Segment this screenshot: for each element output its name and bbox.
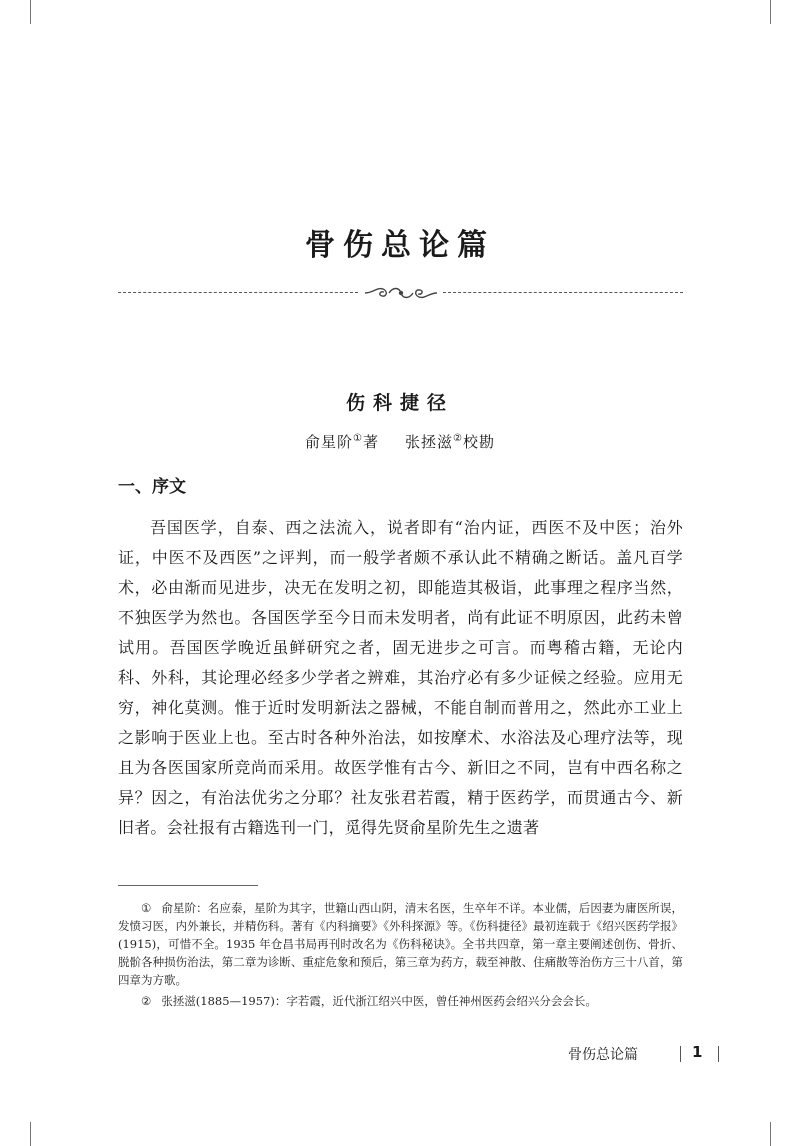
footnote-1	[118, 899, 683, 989]
running-footer	[560, 1044, 730, 1064]
running-title: 骨伤总论篇	[568, 1047, 638, 1063]
crop-mark-top-left	[30, 0, 31, 24]
footer-divider-right	[718, 1046, 719, 1062]
body-paragraph: 吾国医学，自泰、西之法流入，说者即有“治内证，西医不及中医；治外证，中医不及西医”之评判，而一般学者颇不承认此不精确之断话。盖凡百学术，必由渐而见进步，决无在发明之初，即能造其极诣，此事理之程序当然，不独医学为然也。各国医学至今日而未发明者，尚有此证不明原因，此药未曾试用。吾国医学晚近虽鲜研究之者，固无进步之可言。而粤稽古籍，无论内科、外科，其论理必经多少学者之辨难，其治疗必有多少证候之经验。应用无穷，神化莫测。惟于近时发明新法之器械，不能自制而普用之，然此亦工业上之影响于医业上也。至古时各种外治法，如按摩术、水浴法及心理疗法等，现且为各医国家所竞尚而采用。故医学惟有古今、新旧之不同，岂有中西名称之异？因之，有治法优劣之分耶？社友张君若霞，精于医药学，而贯通古今、新旧者。会社报有古籍选刊一门，觅得先贤俞星阶先生之遗著	[118, 518, 683, 837]
footer-divider-left	[680, 1046, 681, 1062]
divider-dashes-right	[443, 292, 683, 293]
ornamental-divider	[118, 283, 683, 303]
crop-mark-bottom-left	[30, 1122, 31, 1146]
author-footnote-mark[interactable]: ①	[353, 433, 363, 444]
crop-mark-top-right	[770, 0, 771, 24]
article-title: 伤科捷径	[345, 392, 454, 414]
author-name: 俞星阶	[305, 433, 354, 451]
divider-dashes-left	[118, 292, 358, 293]
footnote-text: 张拯滋(1885—1957)：字若霞，近代浙江绍兴中医，曾任神州医药会绍兴分会会长。	[161, 994, 597, 1008]
editor-name: 张拯滋	[405, 433, 454, 451]
crop-mark-bottom-right	[770, 1122, 771, 1146]
footnote-text: 俞星阶：名应泰，星阶为其字，世籍山西山阴，清末名医，生卒年不详。本业儒，后因妻为庸医所误，发愤习医，内外兼长，并精伤科。著有《内科摘要》《外科探源》等。《伤科捷径》最初连载于《绍兴医药学报》(1915)，可惜不全。1935 年仓昌书局再刊时改名为《伤科秘诀》。全书共四章，第一章主要阐述创伤、骨折、脱骱各种损伤治法，第二章为诊断、重症危象和预后，第三章为药方，载至神散、住痛散等治伤方三十八首，第四章为方歌。	[118, 901, 683, 987]
footnotes	[118, 899, 683, 1013]
section-heading: 一、序文	[118, 477, 186, 497]
author-role: 著	[362, 433, 379, 451]
part-title: 骨伤总论篇	[305, 228, 495, 263]
editor-footnote-mark[interactable]: ②	[453, 433, 463, 444]
editor-role: 校勘	[462, 433, 495, 451]
footnote-separator	[118, 885, 258, 886]
byline	[0, 431, 800, 452]
page-number: 1	[692, 1043, 703, 1061]
footnote-marker: ①	[141, 901, 152, 915]
footnote-marker: ②	[141, 994, 152, 1008]
scroll-ornament-icon	[363, 283, 439, 303]
footnote-2	[118, 992, 683, 1010]
